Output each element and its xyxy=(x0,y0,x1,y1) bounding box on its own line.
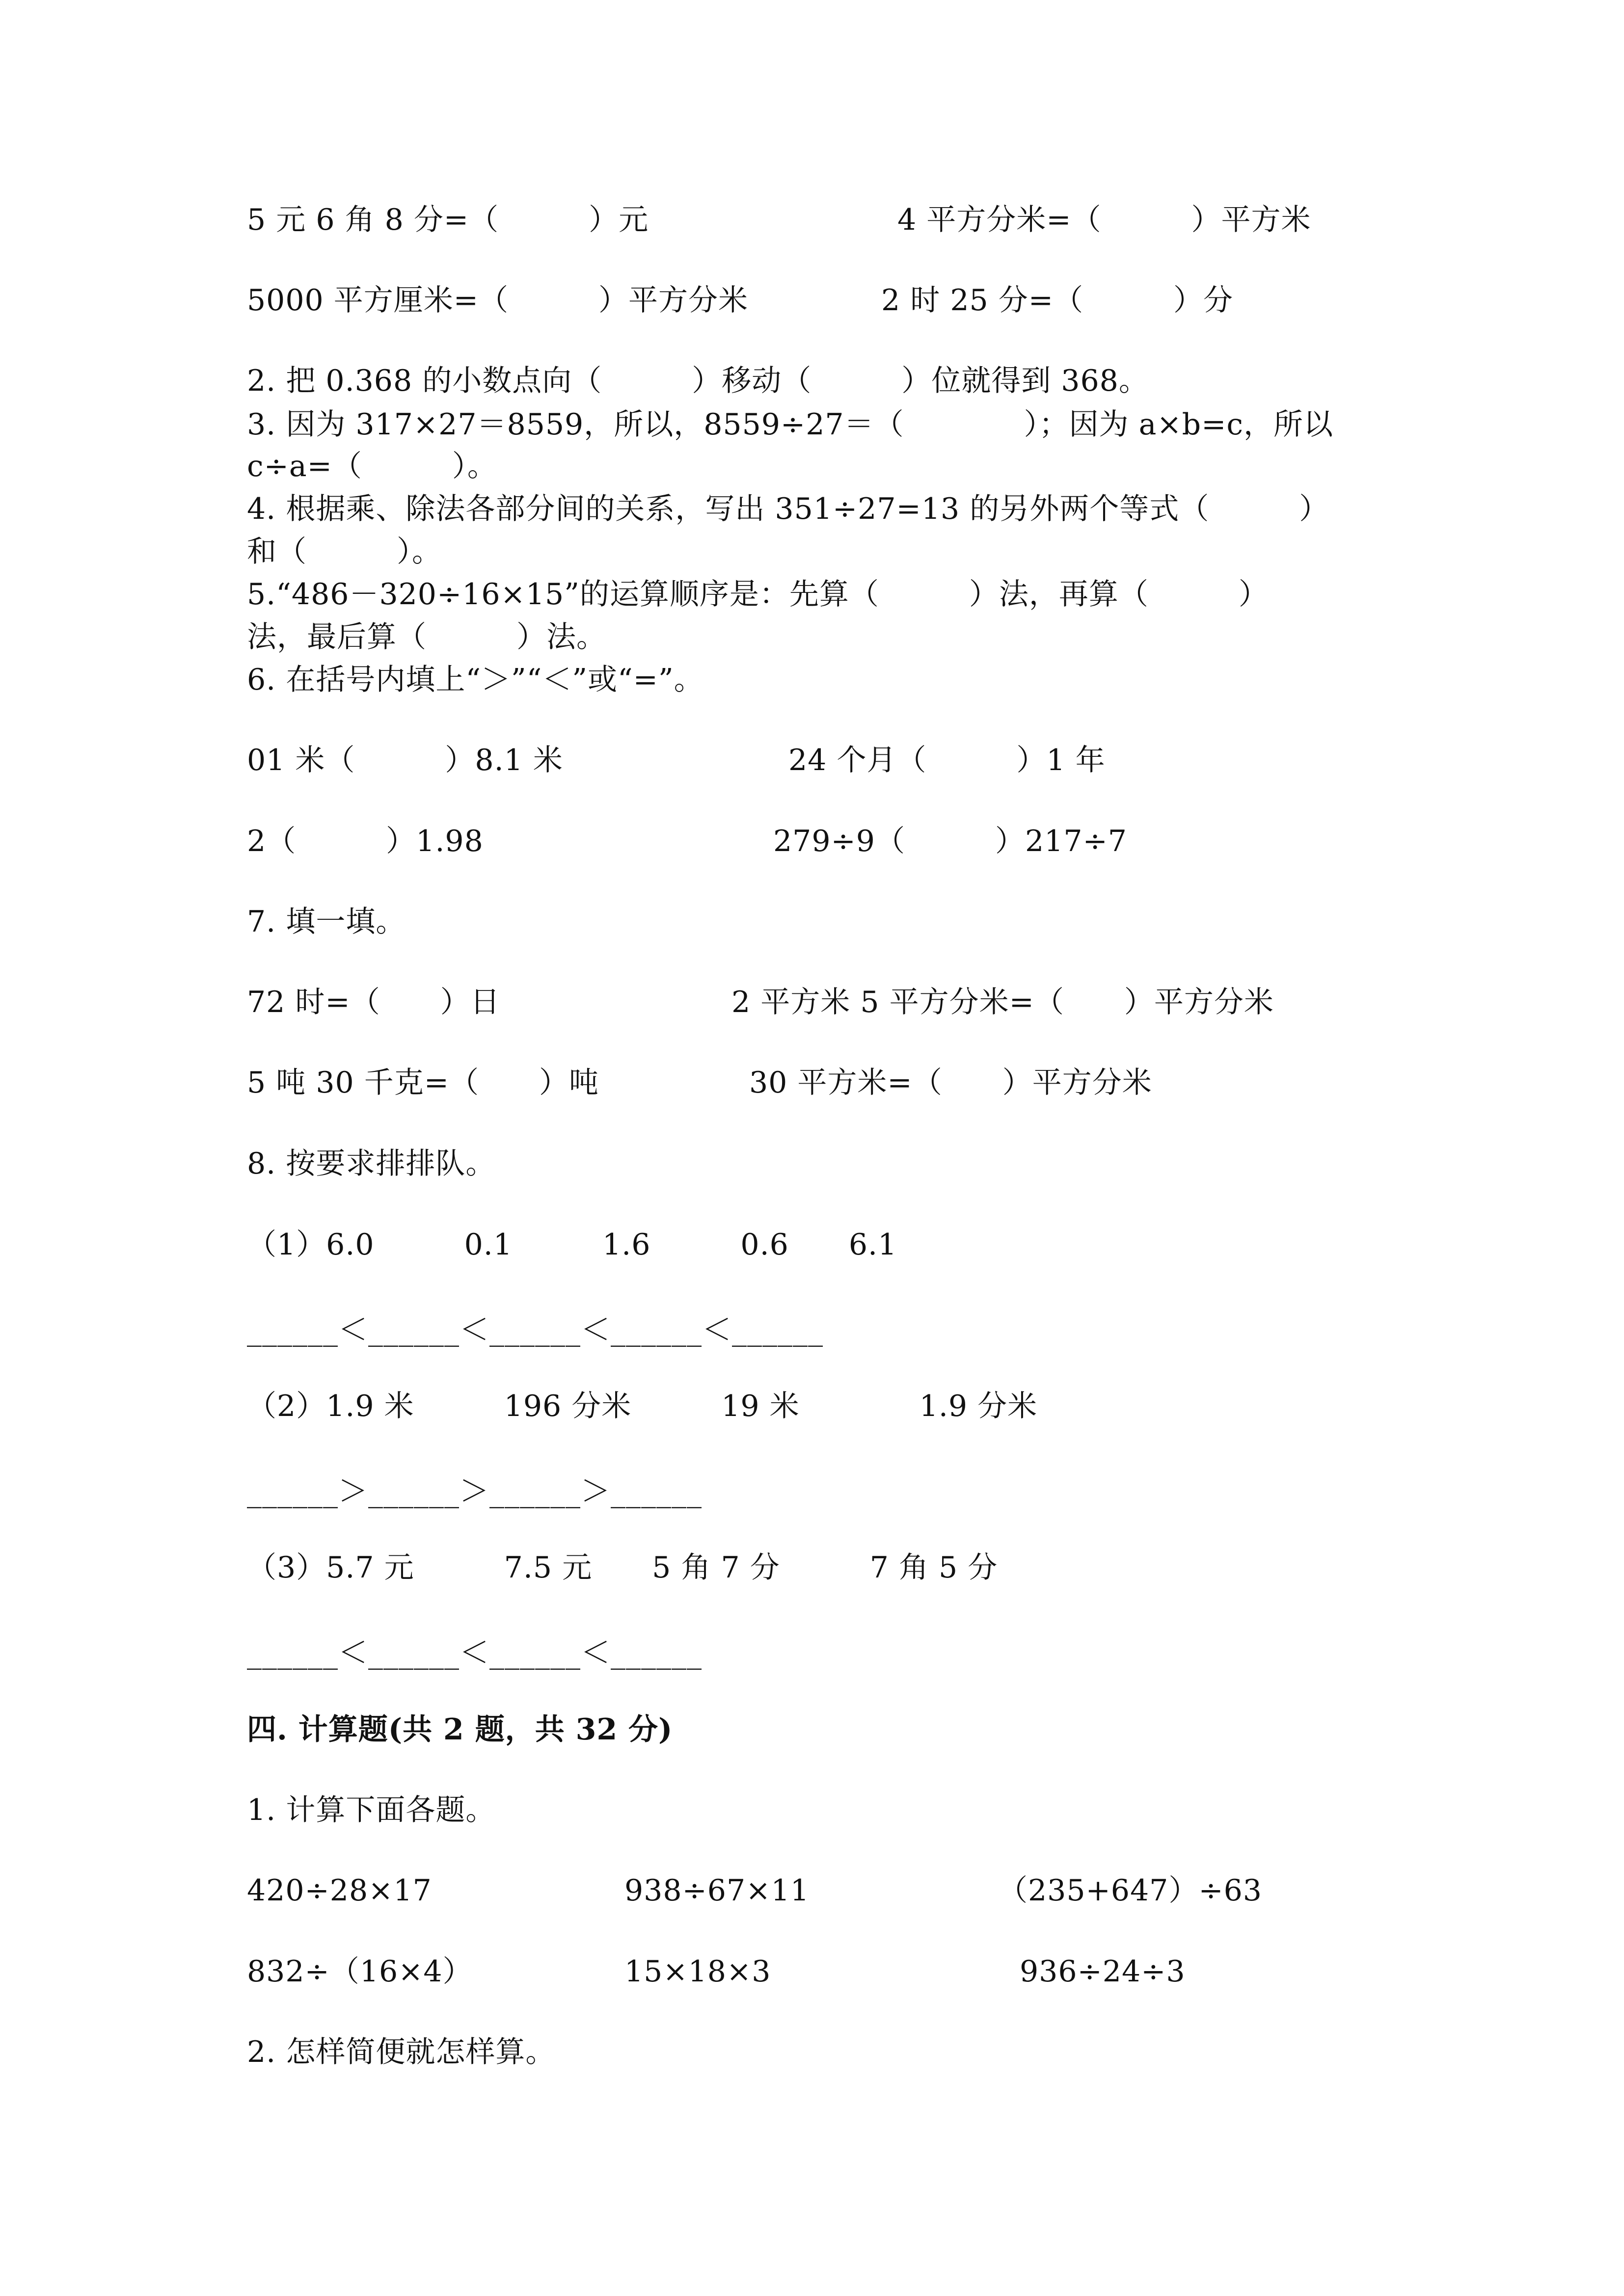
calc-expr-6: 936÷24÷3 xyxy=(1020,1954,1186,1989)
question-5-line1: 5.“486－320÷16×15”的运算顺序是：先算（ ）法，再算（ ） xyxy=(247,577,1269,612)
question-4-line1: 4. 根据乘、除法各部分间的关系，写出 351÷27=13 的另外两个等式（ ） xyxy=(247,492,1329,526)
calc-expr-3: （235+647）÷63 xyxy=(998,1873,1262,1908)
compare-item-2: 24 个月（ ）1 年 xyxy=(788,743,1106,777)
question-6: 6. 在括号内填上“＞”“＜”或“=”。 xyxy=(247,663,704,697)
order-set-3: （3）5.7 元 7.5 元 5 角 7 分 7 角 5 分 xyxy=(247,1550,998,1585)
question-2: 2. 把 0.368 的小数点向（ ）移动（ ）位就得到 368。 xyxy=(247,364,1149,398)
question-3-line2: c÷a=（ ）。 xyxy=(247,449,497,483)
compare-item-3: 2（ ）1.98 xyxy=(247,824,484,858)
fill-item-1: 72 时=（ ）日 xyxy=(247,985,500,1019)
calc-question-1: 1. 计算下面各题。 xyxy=(247,1793,496,1827)
calc-expr-2: 938÷67×11 xyxy=(624,1873,810,1908)
conversion-area-sqm: 4 平方分米=（ ）平方米 xyxy=(897,203,1311,237)
compare-item-4: 279÷9（ ）217÷7 xyxy=(773,824,1127,858)
order-set-1: （1）6.0 0.1 1.6 0.6 6.1 xyxy=(247,1228,897,1262)
order-answer-1: ______＜______＜______＜______＜______ xyxy=(247,1313,823,1347)
fill-item-2: 2 平方米 5 平方分米=（ ）平方分米 xyxy=(731,985,1274,1019)
calc-expr-1: 420÷28×17 xyxy=(247,1873,432,1908)
question-8: 8. 按要求排排队。 xyxy=(247,1147,496,1181)
order-set-2: （2）1.9 米 196 分米 19 米 1.9 分米 xyxy=(247,1389,1038,1423)
question-3-line1: 3. 因为 317×27＝8559，所以，8559÷27＝（ ）；因为 a×b=c，所以 xyxy=(247,407,1333,442)
question-5-line2: 法，最后算（ ）法。 xyxy=(247,620,606,654)
compare-item-1: 01 米（ ）8.1 米 xyxy=(247,743,563,777)
calc-expr-4: 832÷（16×4） xyxy=(247,1954,473,1989)
fill-item-4: 30 平方米=（ ）平方分米 xyxy=(749,1066,1152,1100)
conversion-time-min: 2 时 25 分=（ ）分 xyxy=(881,283,1234,318)
conversion-area-sqdm: 5000 平方厘米=（ ）平方分米 xyxy=(247,283,749,318)
calc-question-2: 2. 怎样简便就怎样算。 xyxy=(247,2035,556,2069)
order-answer-3: ______＜______＜______＜______ xyxy=(247,1636,702,1670)
calc-expr-5: 15×18×3 xyxy=(624,1954,771,1989)
order-answer-2: ______＞______＞______＞______ xyxy=(247,1474,702,1509)
section-heading-4: 四. 计算题(共 2 题，共 32 分) xyxy=(247,1712,673,1747)
question-4-line2: 和（ ）。 xyxy=(247,534,442,569)
question-7: 7. 填一填。 xyxy=(247,905,406,939)
fill-item-3: 5 吨 30 千克=（ ）吨 xyxy=(247,1066,599,1100)
conversion-money-yuan: 5 元 6 角 8 分=（ ）元 xyxy=(247,203,649,237)
